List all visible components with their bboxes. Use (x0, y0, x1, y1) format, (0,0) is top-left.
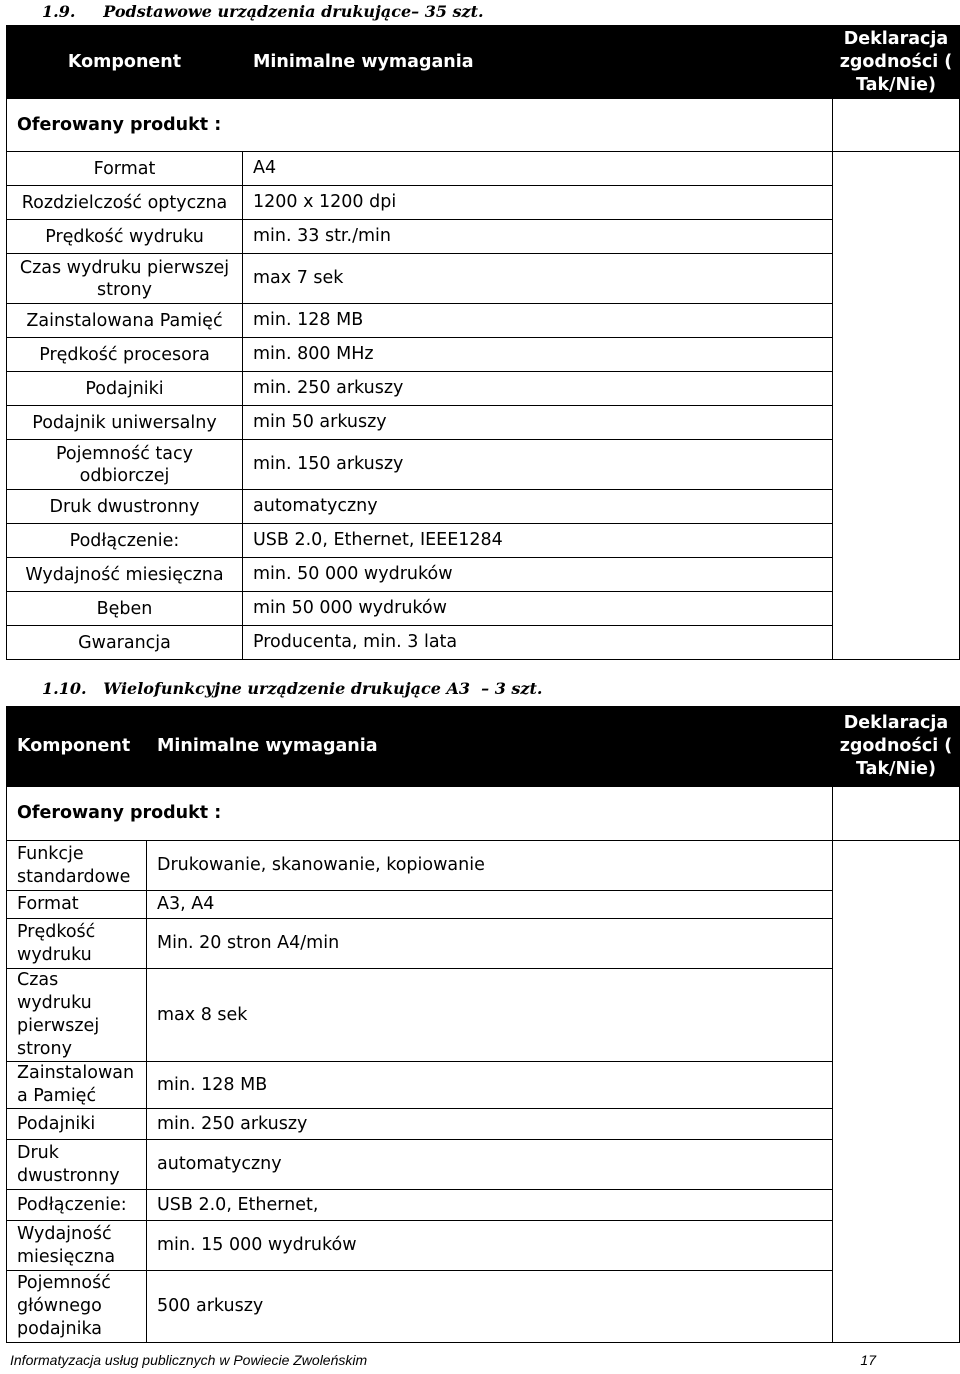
table-row (7, 1062, 960, 1109)
table-row (7, 152, 960, 186)
table-row (7, 969, 960, 1062)
requirement-value: min 50 000 wydruków (243, 592, 833, 626)
requirement-value: min. 128 MB (147, 1062, 833, 1109)
component-name: Podajniki (7, 372, 243, 406)
component-name: Rozdzielczość optyczna (7, 186, 243, 220)
page-footer (10, 1352, 876, 1368)
table-row (7, 186, 960, 220)
table-row (7, 1140, 960, 1190)
requirement-value: automatyczny (243, 490, 833, 524)
table-header-row (7, 26, 960, 99)
component-name: Prędkość wydruku (7, 919, 147, 969)
table-row (7, 1109, 960, 1140)
component-name: Prędkość wydruku (7, 220, 243, 254)
requirement-value: Producenta, min. 3 lata (243, 626, 833, 660)
table-row (7, 406, 960, 440)
requirement-value: min. 33 str./min (243, 220, 833, 254)
footer-text: Informatyzacja usług publicznych w Powiecie Zwoleńskim (10, 1352, 368, 1368)
table-row (7, 304, 960, 338)
column-header-component: Komponent (7, 26, 243, 99)
requirement-value: USB 2.0, Ethernet, (147, 1190, 833, 1221)
requirement-value: Drukowanie, skanowanie, kopiowanie (147, 841, 833, 891)
table-row (7, 558, 960, 592)
component-name: Pojemność tacy odbiorczej (7, 440, 243, 490)
requirement-value: min. 150 arkuszy (243, 440, 833, 490)
section-title-2: 1.10. Wielofunkcyjne urządzenie drukujące A3 – 3 szt. (42, 679, 543, 698)
table-row (7, 490, 960, 524)
table-row (7, 338, 960, 372)
component-name: Podajniki (7, 1109, 147, 1140)
table-header-row (7, 707, 960, 787)
requirements-table-2 (6, 706, 960, 1343)
component-name: Czas wydruku pierwszej strony (7, 969, 147, 1062)
component-name: Gwarancja (7, 626, 243, 660)
component-name: Format (7, 891, 147, 919)
offered-product-label: Oferowany produkt : (7, 787, 833, 841)
requirement-value: min. 15 000 wydruków (147, 1221, 833, 1271)
requirement-value: min. 50 000 wydruków (243, 558, 833, 592)
requirement-value: max 7 sek (243, 254, 833, 304)
table-row (7, 440, 960, 490)
requirement-value: automatyczny (147, 1140, 833, 1190)
table-row (7, 1221, 960, 1271)
table-row (7, 626, 960, 660)
component-name: Zainstalowana Pamięć (7, 304, 243, 338)
component-name: Podajnik uniwersalny (7, 406, 243, 440)
table-row (7, 372, 960, 406)
table-row (7, 220, 960, 254)
requirement-value: min. 250 arkuszy (147, 1109, 833, 1140)
component-name: Wydajność miesięczna (7, 558, 243, 592)
component-name: Druk dwustronny (7, 1140, 147, 1190)
requirement-value: 500 arkuszy (147, 1271, 833, 1343)
component-name: Czas wydruku pierwszej strony (7, 254, 243, 304)
table-row (7, 524, 960, 558)
component-name: Zainstalowan a Pamięć (7, 1062, 147, 1109)
component-name: Format (7, 152, 243, 186)
component-name: Pojemność głównego podajnika (7, 1271, 147, 1343)
column-header-component: Komponent (7, 707, 147, 787)
offered-product-label: Oferowany produkt : (7, 99, 833, 152)
requirement-value: min 50 arkuszy (243, 406, 833, 440)
requirement-value: USB 2.0, Ethernet, IEEE1284 (243, 524, 833, 558)
requirement-value: min. 800 MHz (243, 338, 833, 372)
requirement-value: A3, A4 (147, 891, 833, 919)
offered-product-row (7, 99, 960, 152)
component-name: Prędkość procesora (7, 338, 243, 372)
declaration-cell[interactable] (833, 841, 960, 1343)
table-row (7, 891, 960, 919)
section-title-1: 1.9. Podstawowe urządzenia drukujące– 35 szt. (42, 2, 484, 21)
requirement-value: max 8 sek (147, 969, 833, 1062)
table-row (7, 592, 960, 626)
page-number: 17 (860, 1352, 876, 1368)
column-header-declaration: Deklaracja zgodności ( Tak/Nie) (833, 26, 960, 99)
component-name: Druk dwustronny (7, 490, 243, 524)
declaration-cell[interactable] (833, 152, 960, 660)
requirement-value: Min. 20 stron A4/min (147, 919, 833, 969)
offered-product-row (7, 787, 960, 841)
component-name: Bęben (7, 592, 243, 626)
requirement-value: min. 250 arkuszy (243, 372, 833, 406)
requirement-value: A4 (243, 152, 833, 186)
table-row (7, 919, 960, 969)
table-row (7, 1271, 960, 1343)
table-row (7, 841, 960, 891)
component-name: Podłączenie: (7, 1190, 147, 1221)
offered-product-declaration-cell[interactable] (833, 99, 960, 152)
component-name: Funkcje standardowe (7, 841, 147, 891)
table-row (7, 254, 960, 304)
offered-product-declaration-cell[interactable] (833, 787, 960, 841)
column-header-declaration: Deklaracja zgodności ( Tak/Nie) (833, 707, 960, 787)
requirement-value: min. 128 MB (243, 304, 833, 338)
requirement-value: 1200 x 1200 dpi (243, 186, 833, 220)
column-header-requirements: Minimalne wymagania (147, 707, 833, 787)
component-name: Wydajność miesięczna (7, 1221, 147, 1271)
requirements-table-1 (6, 25, 960, 660)
component-name: Podłączenie: (7, 524, 243, 558)
table-row (7, 1190, 960, 1221)
column-header-requirements: Minimalne wymagania (243, 26, 833, 99)
